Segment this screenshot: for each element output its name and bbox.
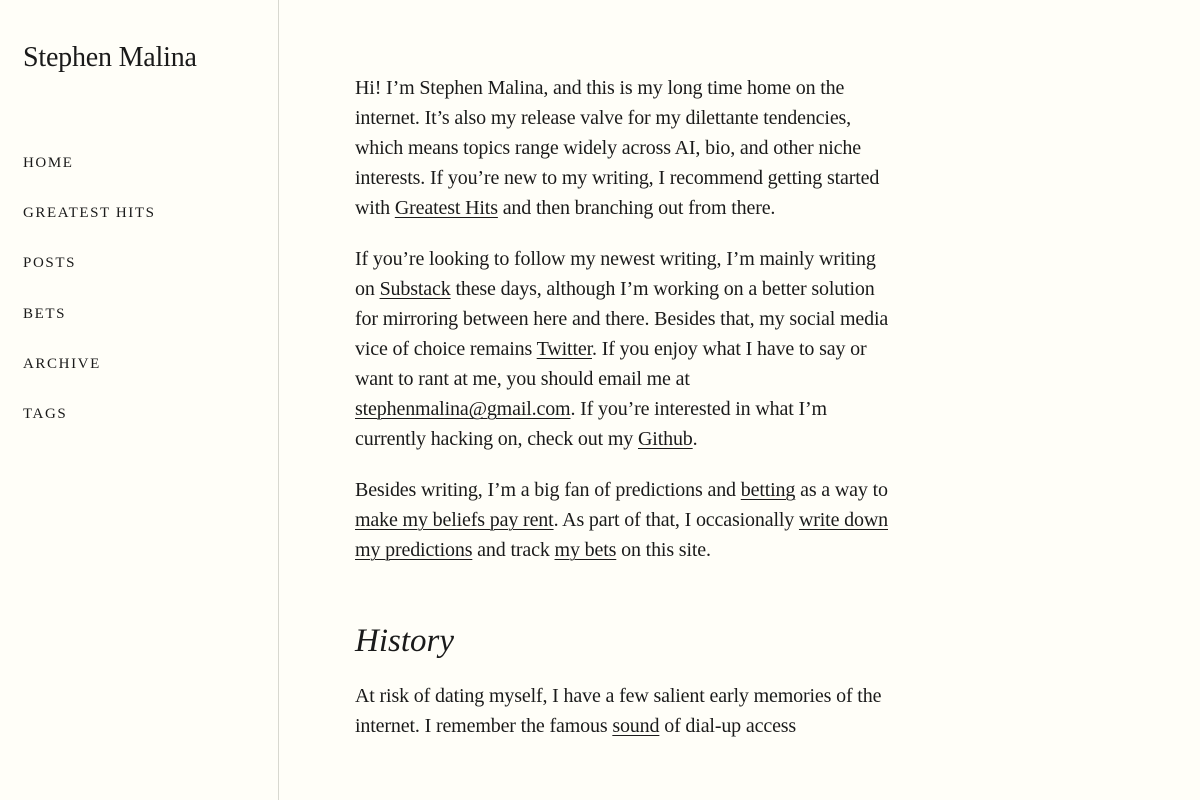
beliefs-pay-rent-link[interactable]: make my beliefs pay rent — [355, 509, 554, 531]
substack-link[interactable]: Substack — [379, 278, 451, 300]
nav-link-posts[interactable]: POSTS — [23, 255, 77, 272]
history-paragraph-1 — [355, 681, 890, 741]
nav-link-bets[interactable]: BETS — [23, 305, 67, 322]
email-link[interactable]: stephenmalina@gmail.com — [355, 398, 571, 420]
history-heading: History — [355, 623, 454, 659]
dialup-sound-link[interactable]: sound — [612, 715, 660, 737]
nav-link-greatest-hits[interactable]: GREATEST HITS — [23, 205, 156, 222]
intro-text: . If you enjoy what I have to say or want to rant at me, you should email me at — [355, 338, 867, 390]
nav-link-archive[interactable]: ARCHIVE — [23, 355, 101, 372]
nav-link-tags[interactable]: TAGS — [23, 405, 68, 422]
intro-text: . — [692, 428, 698, 450]
sidebar-nav — [23, 153, 156, 454]
sidebar — [0, 0, 279, 800]
intro-text: on this site. — [616, 539, 711, 561]
predictions-link[interactable]: write down my predictions — [355, 509, 888, 561]
intro-text: . If you’re interested in what I’m currently hacking on, check out my — [355, 398, 827, 450]
nav-item-posts — [23, 253, 156, 303]
intro-text: and track — [472, 539, 555, 561]
nav-item-bets — [23, 304, 156, 354]
nav-link-home[interactable]: HOME — [23, 155, 74, 171]
nav-item-greatest-hits — [23, 203, 156, 253]
nav-item-archive — [23, 354, 156, 404]
betting-link[interactable]: betting — [740, 479, 796, 501]
nav-item-home — [23, 153, 156, 203]
twitter-link[interactable]: Twitter — [536, 338, 592, 360]
intro-text: and then branching out from there. — [497, 197, 776, 219]
intro-text: as a way to — [795, 479, 888, 501]
main-content — [355, 73, 890, 762]
intro-text: these days, although I’m working on a better solution for mirroring between here and there. Besides that, my social media vice of choice remains — [355, 278, 889, 360]
my-bets-link[interactable]: my bets — [554, 539, 617, 561]
intro-paragraph-1 — [355, 73, 890, 223]
nav-item-tags — [23, 404, 156, 454]
history-text: of dial-up access — [659, 715, 797, 737]
intro-text: Besides writing, I’m a big fan of predictions and — [355, 479, 741, 501]
intro-paragraph-2 — [355, 244, 890, 454]
intro-paragraph-3 — [355, 475, 890, 565]
history-text: At risk of dating myself, I have a few salient early memories of the internet. I remember the famous — [355, 685, 882, 737]
greatest-hits-link[interactable]: Greatest Hits — [394, 197, 498, 219]
intro-text: If you’re looking to follow my newest writing, I’m mainly writing on — [355, 248, 876, 300]
site-title[interactable]: Stephen Malina — [23, 42, 197, 73]
intro-text: . As part of that, I occasionally — [553, 509, 799, 531]
github-link[interactable]: Github — [638, 428, 693, 450]
intro-text: Hi! I’m Stephen Malina, and this is my long time home on the internet. It’s also my release valve for my dilettante tendencies, which means topics range widely across AI, bio, and other niche interests. If you’re new to my writing, I recommend getting started with — [355, 77, 880, 219]
